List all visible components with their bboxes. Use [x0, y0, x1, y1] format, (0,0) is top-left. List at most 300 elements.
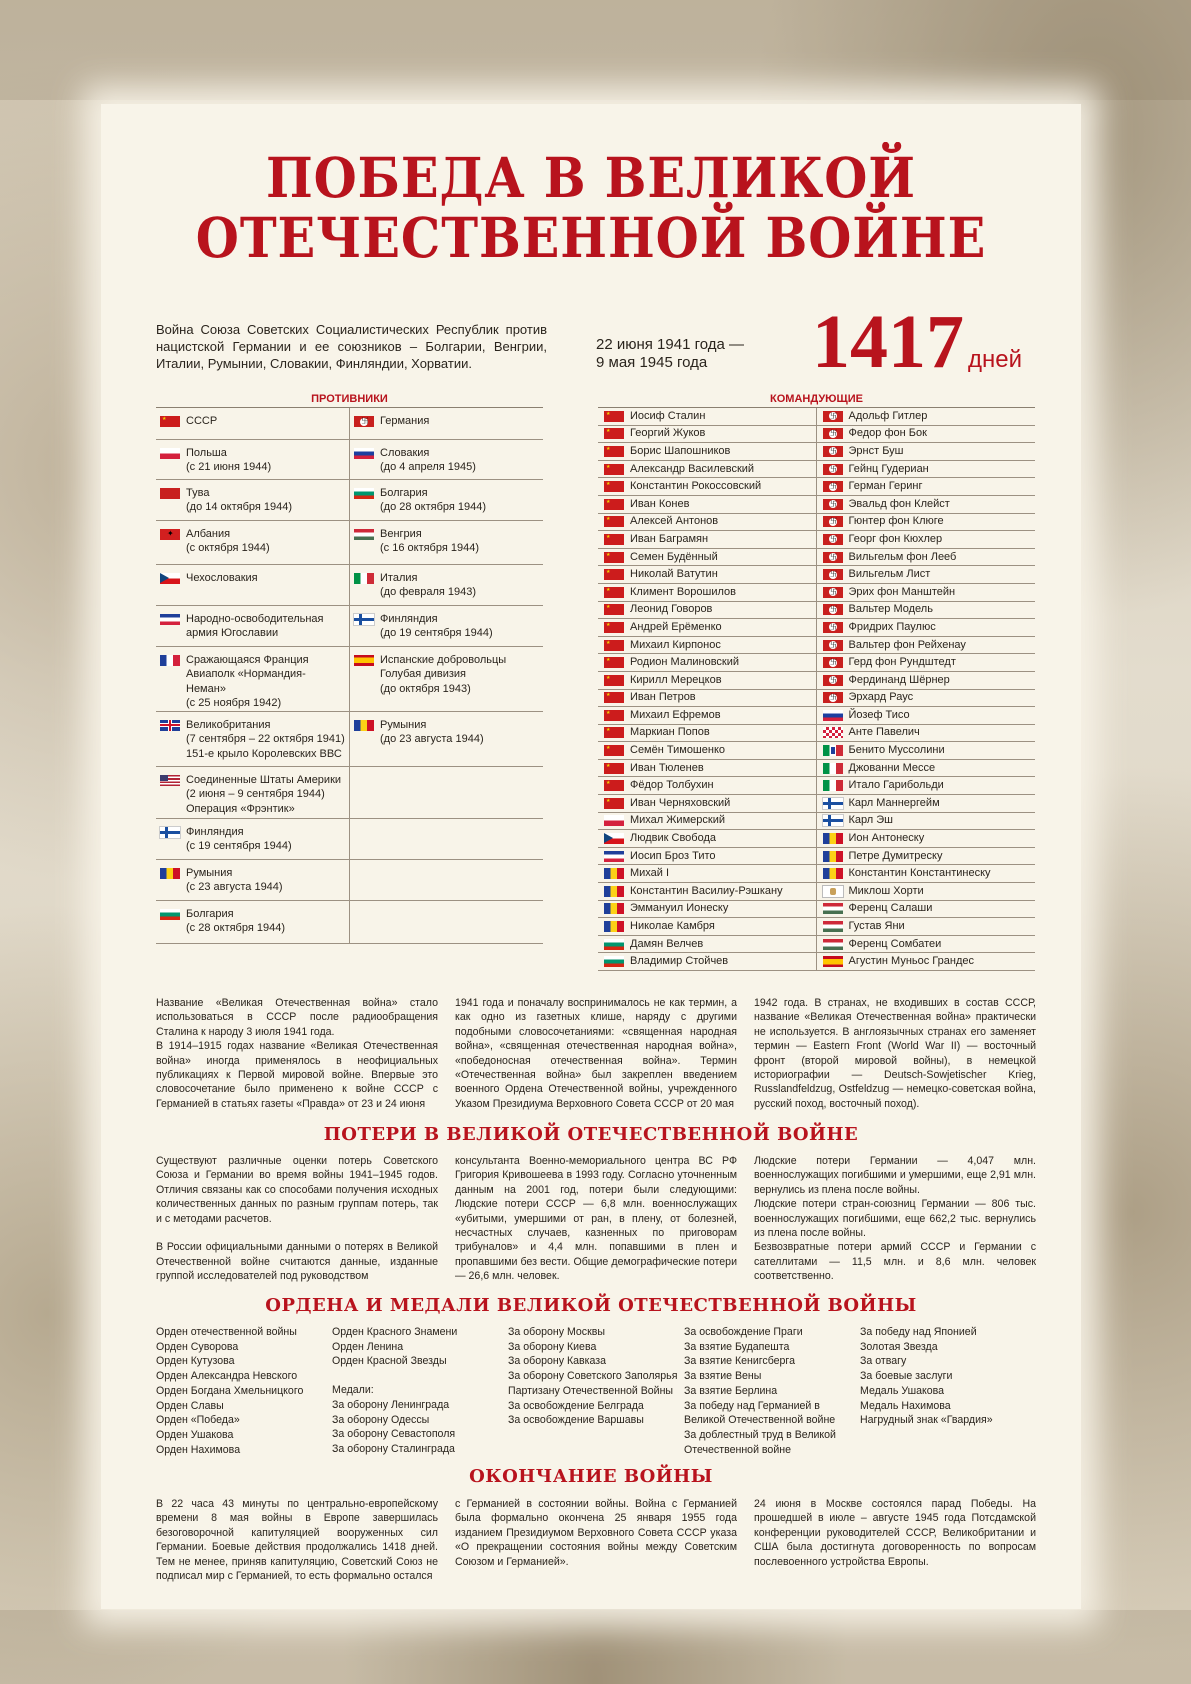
flag-bg-icon	[354, 488, 374, 499]
commander-name: Вильгельм фон Лееб	[848, 550, 957, 563]
flag-hu-icon	[823, 921, 843, 932]
flag-su-icon: ★	[604, 675, 624, 686]
commander-name: Фёдор Толбухин	[630, 779, 714, 792]
commander-name: Родион Малиновский	[630, 656, 740, 669]
country-label	[380, 486, 486, 515]
country-name: Великобритания	[186, 718, 271, 731]
allied-country-cell	[156, 520, 350, 564]
country-note: (с октября 1944)	[186, 542, 270, 554]
country-label	[380, 653, 506, 697]
flag-de-icon: 卐	[823, 640, 843, 651]
commander-row	[817, 461, 1036, 479]
allied-country-cell	[156, 711, 350, 766]
losses-text	[156, 1154, 1036, 1284]
country-note: (с 28 октября 1944)	[186, 922, 285, 934]
flag-de-icon: 卐	[823, 552, 843, 563]
commander-row	[598, 707, 816, 725]
commander-row	[817, 953, 1036, 971]
end-col-1: В 22 часа 43 минуты по центрально-европейскому времени 8 мая войны в Европе завершилась безоговорочной капитуляцией вооруженных сил Германии. Боевые действия продолжались 1418 дней. Тем не менее, приняв капитуляцию, Советский Союз не подписал мир с Германией, то есть формально остался	[156, 1498, 438, 1583]
commander-name: Михаил Ефремов	[630, 708, 721, 721]
flag-de-icon: 卐	[823, 692, 843, 703]
commander-name: Карл Маннергейм	[848, 796, 940, 809]
award-item: Орден Богдана Хмельницкого	[156, 1384, 304, 1397]
country-note: 151-е крыло Королевских ВВС	[186, 747, 342, 760]
end-col-3: 24 июня в Москве состоялся парад Победы. На прошедшей в июле – августе 1945 года Потсдамской конференции руководителей СССР, Великобритании и США была достигнута договоренность по вопросам послевоенного устройства Европы.	[754, 1498, 1036, 1568]
country-note: (до октября 1943)	[380, 682, 471, 695]
orders-title: ОРДЕНА И МЕДАЛИ ВЕЛИКОЙ ОТЕЧЕСТВЕННОЙ ВОЙНЫ	[265, 1295, 917, 1316]
commander-name: Герд фон Рундштедт	[848, 656, 956, 669]
page-title	[150, 145, 1032, 270]
start-date: 22 июня 1941 года —	[596, 336, 745, 353]
flag-su-icon: ★	[604, 446, 624, 457]
flag-bg-icon	[604, 956, 624, 967]
country-name: Испанские добровольцы	[380, 653, 507, 666]
country-note: Авиаполк «Нормандия-Неман»	[186, 668, 306, 695]
commander-name: Дамян Велчев	[630, 937, 704, 950]
award-item: Медаль Ушакова	[860, 1384, 945, 1397]
flag-yu-icon	[604, 851, 624, 862]
country-label	[186, 446, 271, 475]
commander-row	[598, 672, 816, 690]
days-unit: дней	[968, 346, 1023, 373]
flag-su-icon: ★	[604, 464, 624, 475]
flag-ro-icon	[604, 868, 624, 879]
commander-name: Гейнц Гудериан	[848, 462, 929, 475]
days-count	[812, 302, 1022, 382]
commander-row	[598, 795, 816, 813]
commander-row	[598, 619, 816, 637]
commander-name: Михаил Кирпонос	[630, 638, 721, 651]
commander-name: Эммануил Ионеску	[630, 902, 729, 915]
commander-name: Густав Яни	[848, 920, 905, 933]
opponents-row	[156, 646, 543, 711]
award-item: За оборону Киева	[508, 1340, 597, 1353]
commander-row	[598, 566, 816, 584]
title-line-2: ОТЕЧЕСТВЕННОЙ ВОЙНЕ	[195, 205, 987, 270]
flag-gb-icon	[160, 720, 180, 731]
opponents-row	[156, 520, 543, 564]
commander-name: Георг фон Кюхлер	[848, 532, 943, 545]
commander-row	[598, 514, 816, 532]
commander-row	[817, 813, 1036, 831]
country-label	[186, 866, 283, 895]
country-note: армия Югославии	[186, 627, 279, 639]
country-note: (до 23 августа 1944)	[380, 733, 484, 745]
country-name: Италия	[380, 571, 418, 584]
opponents-row	[156, 766, 543, 818]
flag-su-icon: ★	[604, 534, 624, 545]
opponents-row	[156, 859, 543, 900]
flag-hu-royal-icon	[823, 886, 843, 897]
country-note: (до 4 апреля 1945)	[380, 461, 476, 473]
commander-name: Анте Павелич	[848, 726, 920, 739]
commander-row	[598, 654, 816, 672]
flag-su-icon: ★	[604, 516, 624, 527]
commander-row	[598, 549, 816, 567]
flag-de-icon: 卐	[823, 446, 843, 457]
country-name: Сражающаяся Франция	[186, 653, 309, 666]
commander-row	[598, 813, 816, 831]
flag-su-icon: ★	[604, 569, 624, 580]
commander-row	[598, 848, 816, 866]
commander-name: Николай Ватутин	[630, 568, 718, 581]
commander-name: Йозеф Тисо	[848, 708, 910, 721]
award-item: Орден Красной Звезды	[332, 1355, 447, 1368]
commanders-allies	[598, 408, 817, 971]
country-name: Германия	[380, 415, 430, 427]
name-history-text	[156, 996, 1036, 1111]
award-item: За оборону Сталинграда	[332, 1442, 455, 1455]
flag-ro-icon	[823, 833, 843, 844]
commander-name: Семен Будённый	[630, 550, 718, 563]
commander-row	[817, 478, 1036, 496]
award-item: Медаль Нахимова	[860, 1399, 951, 1412]
flag-ro-icon	[604, 903, 624, 914]
opponents-row	[156, 564, 543, 605]
axis-country-cell	[350, 479, 544, 520]
background-photo-bottom	[0, 1610, 1191, 1684]
losses-title: ПОТЕРИ В ВЕЛИКОЙ ОТЕЧЕСТВЕННОЙ ВОЙНЕ	[323, 1124, 859, 1145]
award-item: За победу над Японией	[860, 1326, 977, 1338]
opponents-row	[156, 818, 543, 859]
award-item: За оборону Ленинграда	[332, 1398, 450, 1411]
orders-column	[508, 1325, 684, 1457]
commander-row	[598, 830, 816, 848]
allied-country-cell	[156, 646, 350, 711]
country-label	[380, 446, 476, 475]
country-label	[186, 527, 270, 556]
country-name: Польша	[186, 446, 227, 459]
country-label	[186, 414, 217, 429]
award-item: Орден Ушакова	[156, 1428, 234, 1441]
award-item: Орден Александра Невского	[156, 1370, 298, 1383]
commander-name: Кирилл Мерецков	[630, 673, 722, 686]
allied-country-cell	[156, 766, 350, 818]
flag-su-icon: ★	[604, 481, 624, 492]
commanders-axis	[817, 408, 1036, 971]
allied-country-cell	[156, 408, 350, 439]
commander-name: Николае Камбря	[630, 920, 715, 933]
commander-name: Владимир Стойчев	[630, 955, 729, 968]
commander-name: Гюнтер фон Клюге	[848, 515, 944, 528]
flag-it-icon	[354, 573, 374, 584]
flag-it-icon	[823, 763, 843, 774]
award-item: Партизану Отечественной Войны	[508, 1384, 674, 1397]
commander-name: Иван Баграмян	[630, 532, 709, 545]
flag-de-icon: 卐	[823, 569, 843, 580]
country-name: Румыния	[380, 718, 427, 731]
allied-country-cell	[156, 900, 350, 943]
commander-name: Иосиф Сталин	[630, 409, 706, 422]
flag-it-royal-icon	[823, 745, 843, 756]
country-label	[186, 653, 345, 711]
flag-pl-icon	[160, 448, 180, 459]
commander-row	[817, 830, 1036, 848]
flag-hu-icon	[823, 903, 843, 914]
commander-name: Иван Черняховский	[630, 796, 731, 809]
orders-list	[156, 1325, 1036, 1457]
opponents-row	[156, 711, 543, 766]
commander-row	[817, 901, 1036, 919]
flag-su-icon: ★	[604, 727, 624, 738]
losses-col-3: Людские потери Германии — 4,047 млн. военнослужащих погибшими и умершими, еще 2,91 млн. вернулись из плена после войны. Людские потери стран-союзниц Германии — 806 тыс. военнослужащих погибшими, еще 662,2 тыс. вернулись из плена после войны. Безвозвратные потери армий СССР и Германии с сателлитами — 11,5 млн. и 8,6 млн. человек соответственно.	[754, 1155, 1036, 1283]
country-name: Румыния	[186, 866, 233, 879]
country-label	[380, 571, 476, 600]
commander-name: Георгий Жуков	[630, 427, 706, 440]
commanders-header: КОМАНДУЮЩИЕ	[598, 393, 1035, 408]
country-label	[380, 612, 493, 641]
flag-fr-icon	[160, 655, 180, 666]
axis-country-cell	[350, 711, 544, 766]
commander-row	[817, 865, 1036, 883]
flag-ro-icon	[604, 886, 624, 897]
country-label	[186, 773, 341, 817]
flag-su-icon: ★	[604, 657, 624, 668]
commander-name: Итало Гарибольди	[848, 779, 944, 792]
allied-country-cell	[156, 479, 350, 520]
allied-country-cell	[156, 818, 350, 859]
flag-de-icon: 卐	[823, 516, 843, 527]
flag-de-icon: 卐	[823, 411, 843, 422]
award-item: За оборону Кавказа	[508, 1355, 607, 1368]
commander-name: Константин Рокоссовский	[630, 480, 762, 493]
flag-cz-icon	[160, 573, 180, 584]
commander-name: Иосип Броз Тито	[630, 849, 716, 862]
commander-name: Алексей Антонов	[630, 515, 719, 528]
commander-name: Вильгельм Лист	[848, 568, 931, 581]
opponents-row	[156, 408, 543, 439]
commander-row	[598, 408, 816, 426]
orders-column	[156, 1325, 332, 1457]
flag-su-icon: ★	[604, 622, 624, 633]
country-name: Венгрия	[380, 527, 422, 540]
country-label	[186, 825, 292, 854]
commander-name: Константин Константинеску	[848, 867, 991, 880]
flag-cz-icon	[604, 833, 624, 844]
allied-country-cell	[156, 439, 350, 479]
name-text-col-2: 1941 года и поначалу воспринималось не как термин, а как одно из газетных клише, наряду с другими подобными словосочетаниями: «священная народная война», «священная отечественная народная война», «победоносная отечественная война». Термин «Отечественная война» был закреплен введением военного Ордена Отечественной войны, учрежденного Указом Президиума Верховного Совета СССР от 20 мая	[455, 997, 737, 1110]
commander-name: Фердинанд Шёрнер	[848, 673, 950, 686]
flag-su-icon: ★	[604, 692, 624, 703]
country-note: Операция «Фрэнтик»	[186, 802, 295, 815]
flag-es-icon	[354, 655, 374, 666]
name-text-col-1: Название «Великая Отечественная война» стало использоваться в СССР после радиообращения Сталина к народу 3 июля 1941 года. В 1914–1915 годах название «Великая Отечественная война» иногда применялось в неофициальных публикациях к Первой мировой войне. Впервые это словосочетание было применено к войне СССР с Германией в статьях газеты «Правда» от 23 и 24 июня	[156, 997, 438, 1110]
country-name: Болгария	[380, 486, 428, 499]
commander-name: Людвик Свобода	[630, 832, 716, 845]
flag-tuva-icon	[160, 488, 180, 499]
flag-de-icon: 卐	[823, 428, 843, 439]
end-title: ОКОНЧАНИЕ ВОЙНЫ	[469, 1466, 713, 1487]
commander-row	[817, 566, 1036, 584]
name-text-col-3: 1942 года. В странах, не входивших в состав СССР, название «Великая Отечественная война» практически не используется. В англоязычных странах его заменяет термин — Eastern Front (World War II) — восточный фронт (второй мировой войны), в немецкой историографии — Deutsch-Sowjetischer Krieg, Russlandfeldzug, Ostfeldzug — немецко-советская война, русский поход, восточный поход).	[754, 997, 1036, 1110]
flag-su-icon: ★	[604, 411, 624, 422]
commander-name: Ференц Салаши	[848, 902, 933, 915]
orders-column	[684, 1325, 860, 1457]
award-item: Орден Ленина	[332, 1340, 404, 1353]
commander-row	[598, 478, 816, 496]
axis-country-cell	[350, 859, 544, 900]
country-note: (до 28 октября 1944)	[380, 501, 487, 513]
flag-us-icon	[160, 775, 180, 786]
commander-row	[817, 619, 1036, 637]
flag-fi-icon	[823, 815, 843, 826]
award-item: За оборону Москвы	[508, 1326, 605, 1338]
commander-name: Вальтер фон Рейхенау	[848, 638, 966, 651]
country-label	[380, 718, 484, 747]
commander-name: Иван Петров	[630, 691, 696, 704]
flag-it-icon	[823, 780, 843, 791]
commander-row	[817, 707, 1036, 725]
commander-name: Семён Тимошенко	[630, 744, 726, 757]
commander-name: Константин Василиу-Рэшкану	[630, 884, 783, 897]
commander-row	[817, 408, 1036, 426]
commander-name: Миклош Хорти	[848, 884, 924, 897]
flag-hu-icon	[354, 529, 374, 540]
commander-row	[598, 443, 816, 461]
commander-name: Герман Геринг	[848, 480, 923, 493]
flag-hr-icon	[823, 727, 843, 738]
axis-country-cell	[350, 900, 544, 943]
country-name: Болгария	[186, 907, 234, 920]
flag-su-icon: ★	[604, 780, 624, 791]
award-item: Нагрудный знак «Гвардия»	[860, 1414, 993, 1427]
flag-al-icon: ✦	[160, 529, 180, 540]
award-item: За взятие Кенигсберга	[684, 1355, 795, 1368]
flag-hu-icon	[823, 939, 843, 950]
country-note: (с 19 сентября 1944)	[186, 840, 292, 852]
days-number: 1417	[812, 300, 964, 384]
commander-name: Иван Тюленев	[630, 761, 704, 774]
commander-row	[598, 883, 816, 901]
commander-row	[817, 777, 1036, 795]
award-item: За взятие Вены	[684, 1370, 762, 1383]
award-item: За оборону Советского Заполярья	[508, 1370, 678, 1383]
country-name: Соединенные Штаты Америки	[186, 773, 342, 786]
commander-row	[817, 443, 1036, 461]
award-item: Орден Красного Знамени	[332, 1326, 458, 1338]
country-note: (с 23 августа 1944)	[186, 881, 283, 893]
flag-yu-icon	[160, 614, 180, 625]
axis-country-cell	[350, 564, 544, 605]
commander-name: Эрих фон Манштейн	[848, 585, 956, 598]
flag-ro-icon	[823, 868, 843, 879]
commander-row	[598, 725, 816, 743]
flag-de-icon: 卐	[823, 499, 843, 510]
commander-row	[598, 901, 816, 919]
flag-su-icon: ★	[604, 499, 624, 510]
flag-sk-icon	[823, 710, 843, 721]
end-col-2: с Германией в состоянии войны. Война с Германией была формально окончена 25 января 1955 года изданием Президиумом Верховного Совета СССР указа «О прекращении состояния войны между Советским Союзом и Германией».	[455, 1498, 737, 1568]
orders-column	[860, 1325, 1036, 1457]
end-date: 9 мая 1945 года	[596, 354, 708, 371]
commander-name: Джованни Мессе	[848, 761, 936, 774]
country-label	[186, 486, 292, 515]
flag-es-icon	[823, 956, 843, 967]
flag-su-icon: ★	[160, 416, 180, 427]
commander-name: Леонид Говоров	[630, 603, 713, 616]
commander-row	[817, 602, 1036, 620]
commander-name: Адольф Гитлер	[848, 409, 928, 422]
commander-name: Климент Ворошилов	[630, 585, 736, 598]
end-text	[156, 1497, 1036, 1583]
commander-name: Карл Эш	[848, 814, 893, 827]
opponents-row	[156, 439, 543, 479]
commander-name: Федор фон Бок	[848, 427, 927, 440]
opponents-header: ПРОТИВНИКИ	[156, 393, 543, 408]
opponents-row	[156, 605, 543, 646]
country-name: Тува	[186, 486, 210, 499]
award-item: За освобождение Белграда	[508, 1399, 644, 1412]
country-name: Словакия	[380, 446, 430, 459]
commander-row	[817, 918, 1036, 936]
axis-country-cell	[350, 520, 544, 564]
flag-de-icon: 卐	[823, 604, 843, 615]
country-note: (до 19 сентября 1944)	[380, 627, 493, 639]
commander-name: Эрхард Раус	[848, 691, 914, 704]
flag-de-icon: 卐	[823, 675, 843, 686]
commander-row	[817, 795, 1036, 813]
commander-name: Борис Шапошников	[630, 444, 731, 457]
country-name: Чехословакия	[186, 571, 258, 584]
axis-country-cell	[350, 766, 544, 818]
flag-ro-icon	[160, 868, 180, 879]
losses-col-2: консультанта Военно-мемориального центра ВС РФ Григория Кривошеева в 1993 году. Согласно уточненным данным на 2001 год, потери были следующими: Людские потери СССР — 6,8 млн. военнослужащих «убитыми, умершими от ран, в плену, от болезней, несчастных случаев, казненных по приговорам трибуналов» и 4,4 млн. попавшими в плен и пропавшими без вести. Общие демографические потери — 26,6 млн. человек.	[455, 1155, 737, 1283]
commander-row	[817, 742, 1036, 760]
axis-country-cell	[350, 605, 544, 646]
country-label	[380, 527, 479, 556]
award-item: За доблестный труд в Великой Отечественной войне	[684, 1428, 836, 1456]
commander-row	[598, 742, 816, 760]
award-item: За боевые заслуги	[860, 1370, 953, 1383]
orders-column	[332, 1325, 508, 1457]
commander-row	[598, 936, 816, 954]
country-label	[380, 414, 429, 429]
commander-row	[598, 637, 816, 655]
commander-name: Бенито Муссолини	[848, 744, 945, 757]
flag-fi-icon	[823, 798, 843, 809]
award-item: За оборону Одессы	[332, 1413, 430, 1426]
commander-row	[817, 883, 1036, 901]
commander-row	[598, 690, 816, 708]
commander-row	[598, 426, 816, 444]
flag-su-icon: ★	[604, 763, 624, 774]
country-note: Голубая дивизия	[380, 668, 467, 680]
axis-country-cell	[350, 408, 544, 439]
commander-row	[598, 531, 816, 549]
commander-row	[817, 936, 1036, 954]
flag-su-icon: ★	[604, 640, 624, 651]
opponents-row	[156, 479, 543, 520]
flag-ro-icon	[823, 851, 843, 862]
axis-country-cell	[350, 818, 544, 859]
flag-pl-icon	[604, 815, 624, 826]
commander-row	[598, 496, 816, 514]
flag-bg-icon	[604, 939, 624, 950]
commander-row	[817, 690, 1036, 708]
country-note: (с 16 октября 1944)	[380, 542, 479, 554]
commander-row	[817, 848, 1036, 866]
flag-su-icon: ★	[604, 428, 624, 439]
flag-de-icon: 卐	[823, 622, 843, 633]
allied-country-cell	[156, 605, 350, 646]
title-line-1: ПОБЕДА В ВЕЛИКОЙ	[266, 145, 916, 210]
country-note: (2 июня – 9 сентября 1944)	[186, 788, 325, 800]
award-item: За победу над Германией в Великой Отечественной войне	[684, 1399, 836, 1427]
country-name: СССР	[186, 415, 218, 427]
flag-su-icon: ★	[604, 604, 624, 615]
flag-de-icon: 卐	[823, 464, 843, 475]
country-label	[186, 907, 285, 936]
